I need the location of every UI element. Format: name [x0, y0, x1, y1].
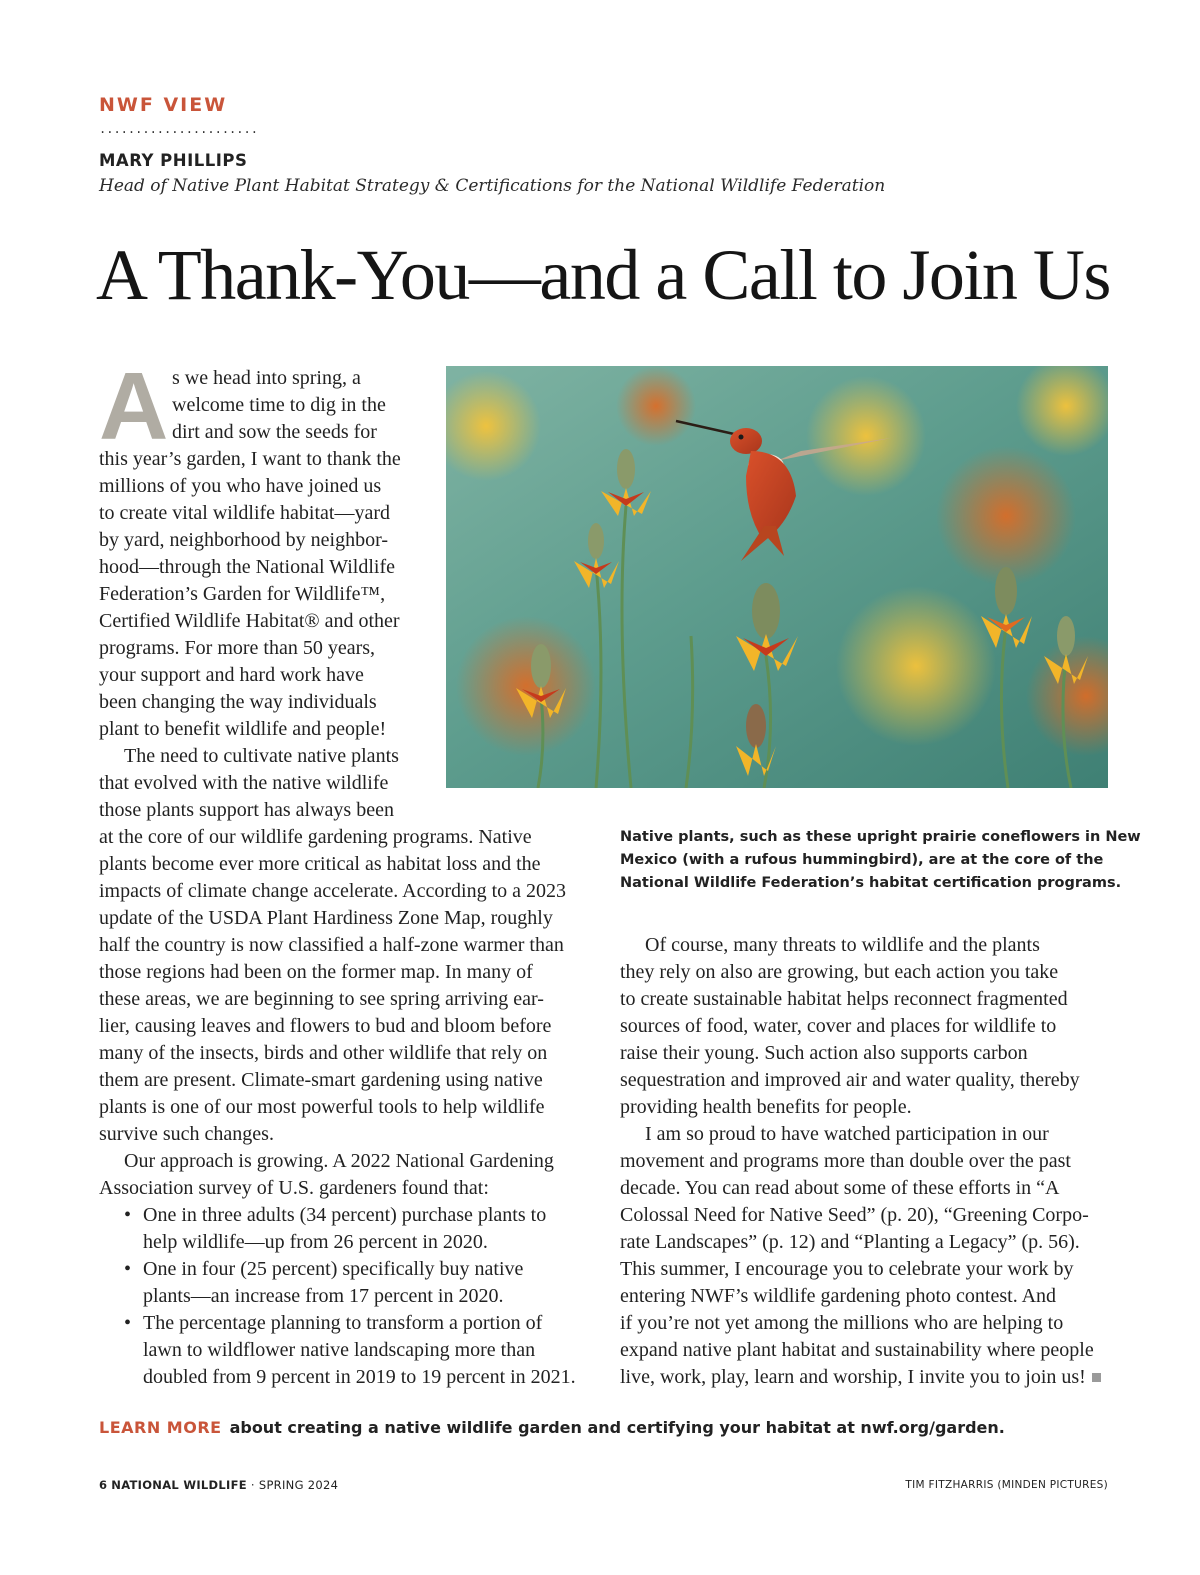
body-line: dirt and sow the seeds for	[172, 421, 377, 443]
body-line: to create vital wildlife habitat—yard	[99, 502, 390, 524]
body-line: programs. For more than 50 years,	[99, 637, 376, 659]
body-line: plant to benefit wildlife and people!	[99, 718, 387, 740]
body-line: many of the insects, birds and other wildlife that rely on	[99, 1042, 548, 1064]
body-line-last	[620, 1364, 1101, 1391]
body-line: welcome time to dig in the	[172, 394, 386, 416]
body-line: Federation’s Garden for Wildlife™,	[99, 583, 386, 605]
body-line: sources of food, water, cover and places for wildlife to	[620, 1015, 1057, 1037]
bullet-line: doubled from 9 percent in 2019 to 19 percent in 2021.	[143, 1366, 576, 1388]
bullet-line: help wildlife—up from 26 percent in 2020.	[143, 1231, 488, 1253]
body-line: This summer, I encourage you to celebrate your work by	[620, 1258, 1074, 1280]
body-line: entering NWF’s wildlife gardening photo contest. And	[620, 1285, 1057, 1307]
body-line: Our approach is growing. A 2022 National Gardening	[124, 1150, 554, 1172]
body-line-text: live, work, play, learn and worship, I invite you to join us!	[620, 1366, 1086, 1388]
publication-name: NATIONAL WILDLIFE	[111, 1478, 247, 1492]
learn-more-label: LEARN MORE	[99, 1418, 222, 1437]
caption-line: Mexico (with a rufous hummingbird), are at the core of the	[620, 852, 1104, 868]
section-kicker: NWF VIEW	[99, 94, 228, 116]
blur-bloom	[836, 586, 996, 746]
body-line: your support and hard work have	[99, 664, 364, 686]
body-line: those regions had been on the former map. In many of	[99, 961, 533, 983]
body-line: if you’re not yet among the millions who are helping to	[620, 1312, 1064, 1334]
photo-caption	[620, 826, 1141, 895]
body-line: Colossal Need for Native Seed” (p. 20), “Greening Corpo-	[620, 1204, 1089, 1226]
body-line: decade. You can read about some of these efforts in “A	[620, 1177, 1060, 1199]
body-line: Of course, many threats to wildlife and the plants	[645, 934, 1040, 956]
author-name: MARY PHILLIPS	[99, 151, 248, 170]
issue-date: SPRING 2024	[258, 1478, 339, 1492]
body-line: raise their young. Such action also supports carbon	[620, 1042, 1028, 1064]
photo-credit: TIM FITZHARRIS (MINDEN PICTURES)	[905, 1479, 1108, 1491]
bullet-marker: •	[124, 1312, 132, 1334]
body-line: this year’s garden, I want to thank the	[99, 448, 401, 470]
body-line: sequestration and improved air and water quality, thereby	[620, 1069, 1080, 1091]
body-line: half the country is now classified a half-zone warmer than	[99, 934, 564, 956]
bullet-marker: •	[124, 1204, 132, 1226]
body-line: expand native plant habitat and sustainability where people	[620, 1339, 1094, 1361]
blur-bloom	[936, 446, 1076, 586]
bullet-line: One in four (25 percent) specifically buy native	[143, 1258, 524, 1280]
body-line: I am so proud to have watched participation in our	[645, 1123, 1049, 1145]
article-title: A Thank-You—and a Call to Join Us	[96, 235, 1110, 315]
body-line: by yard, neighborhood by neighbor-	[99, 529, 388, 551]
author-role: Head of Native Plant Habitat Strategy & Certifications for the National Wildlife Federation	[99, 176, 886, 196]
body-line: s we head into spring, a	[172, 367, 361, 389]
bullet-line: The percentage planning to transform a portion of	[143, 1312, 543, 1334]
body-line: survive such changes.	[99, 1123, 274, 1145]
blur-bloom	[456, 616, 596, 756]
body-line: at the core of our wildlife gardening programs. Native	[99, 826, 532, 848]
hummingbird-photo	[446, 366, 1108, 788]
body-line: rate Landscapes” (p. 12) and “Planting a Legacy” (p. 56).	[620, 1231, 1080, 1253]
body-line: to create sustainable habitat helps reconnect fragmented	[620, 988, 1068, 1010]
body-line: plants become ever more critical as habitat loss and the	[99, 853, 541, 875]
learn-more	[99, 1418, 1005, 1437]
kicker-divider: ......................	[99, 122, 258, 136]
bullet-line: One in three adults (34 percent) purchase plants to	[143, 1204, 547, 1226]
blur-bloom	[806, 376, 926, 496]
bullet-marker: •	[124, 1258, 132, 1280]
body-line: Association survey of U.S. gardeners found that:	[99, 1177, 489, 1199]
body-line: millions of you who have joined us	[99, 475, 382, 497]
body-line: those plants support has always been	[99, 799, 394, 821]
caption-line: National Wildlife Federation’s habitat certification programs.	[620, 875, 1122, 891]
drop-cap: A	[99, 353, 169, 460]
body-line: these areas, we are beginning to see spring arriving ear-	[99, 988, 544, 1010]
footer-separator: ·	[250, 1478, 255, 1492]
body-line: The need to cultivate native plants	[124, 745, 399, 767]
photo-illustration	[446, 366, 1108, 788]
blur-bloom	[616, 366, 696, 446]
body-line: lier, causing leaves and flowers to bud and bloom before	[99, 1015, 552, 1037]
body-line: hood—through the National Wildlife	[99, 556, 395, 578]
page-number: 6	[99, 1478, 108, 1492]
body-line: plants is one of our most powerful tools to help wildlife	[99, 1096, 545, 1118]
body-line: update of the USDA Plant Hardiness Zone Map, roughly	[99, 907, 553, 929]
body-line: Certified Wildlife Habitat® and other	[99, 610, 400, 632]
body-line: them are present. Climate-smart gardening using native	[99, 1069, 543, 1091]
body-line: providing health benefits for people.	[620, 1096, 912, 1118]
body-line: movement and programs more than double over the past	[620, 1150, 1071, 1172]
body-line: that evolved with the native wildlife	[99, 772, 389, 794]
body-line: they rely on also are growing, but each action you take	[620, 961, 1059, 983]
bullet-line: lawn to wildflower native landscaping more than	[143, 1339, 536, 1361]
end-mark-icon	[1092, 1373, 1101, 1382]
body-line: impacts of climate change accelerate. According to a 2023	[99, 880, 567, 902]
bullet-line: plants—an increase from 17 percent in 2020.	[143, 1285, 504, 1307]
learn-more-text: about creating a native wildlife garden and certifying your habitat at nwf.org/garden.	[229, 1418, 1005, 1437]
body-line: been changing the way individuals	[99, 691, 377, 713]
page-footer	[99, 1478, 338, 1492]
caption-line: Native plants, such as these upright prairie coneflowers in New	[620, 829, 1141, 845]
